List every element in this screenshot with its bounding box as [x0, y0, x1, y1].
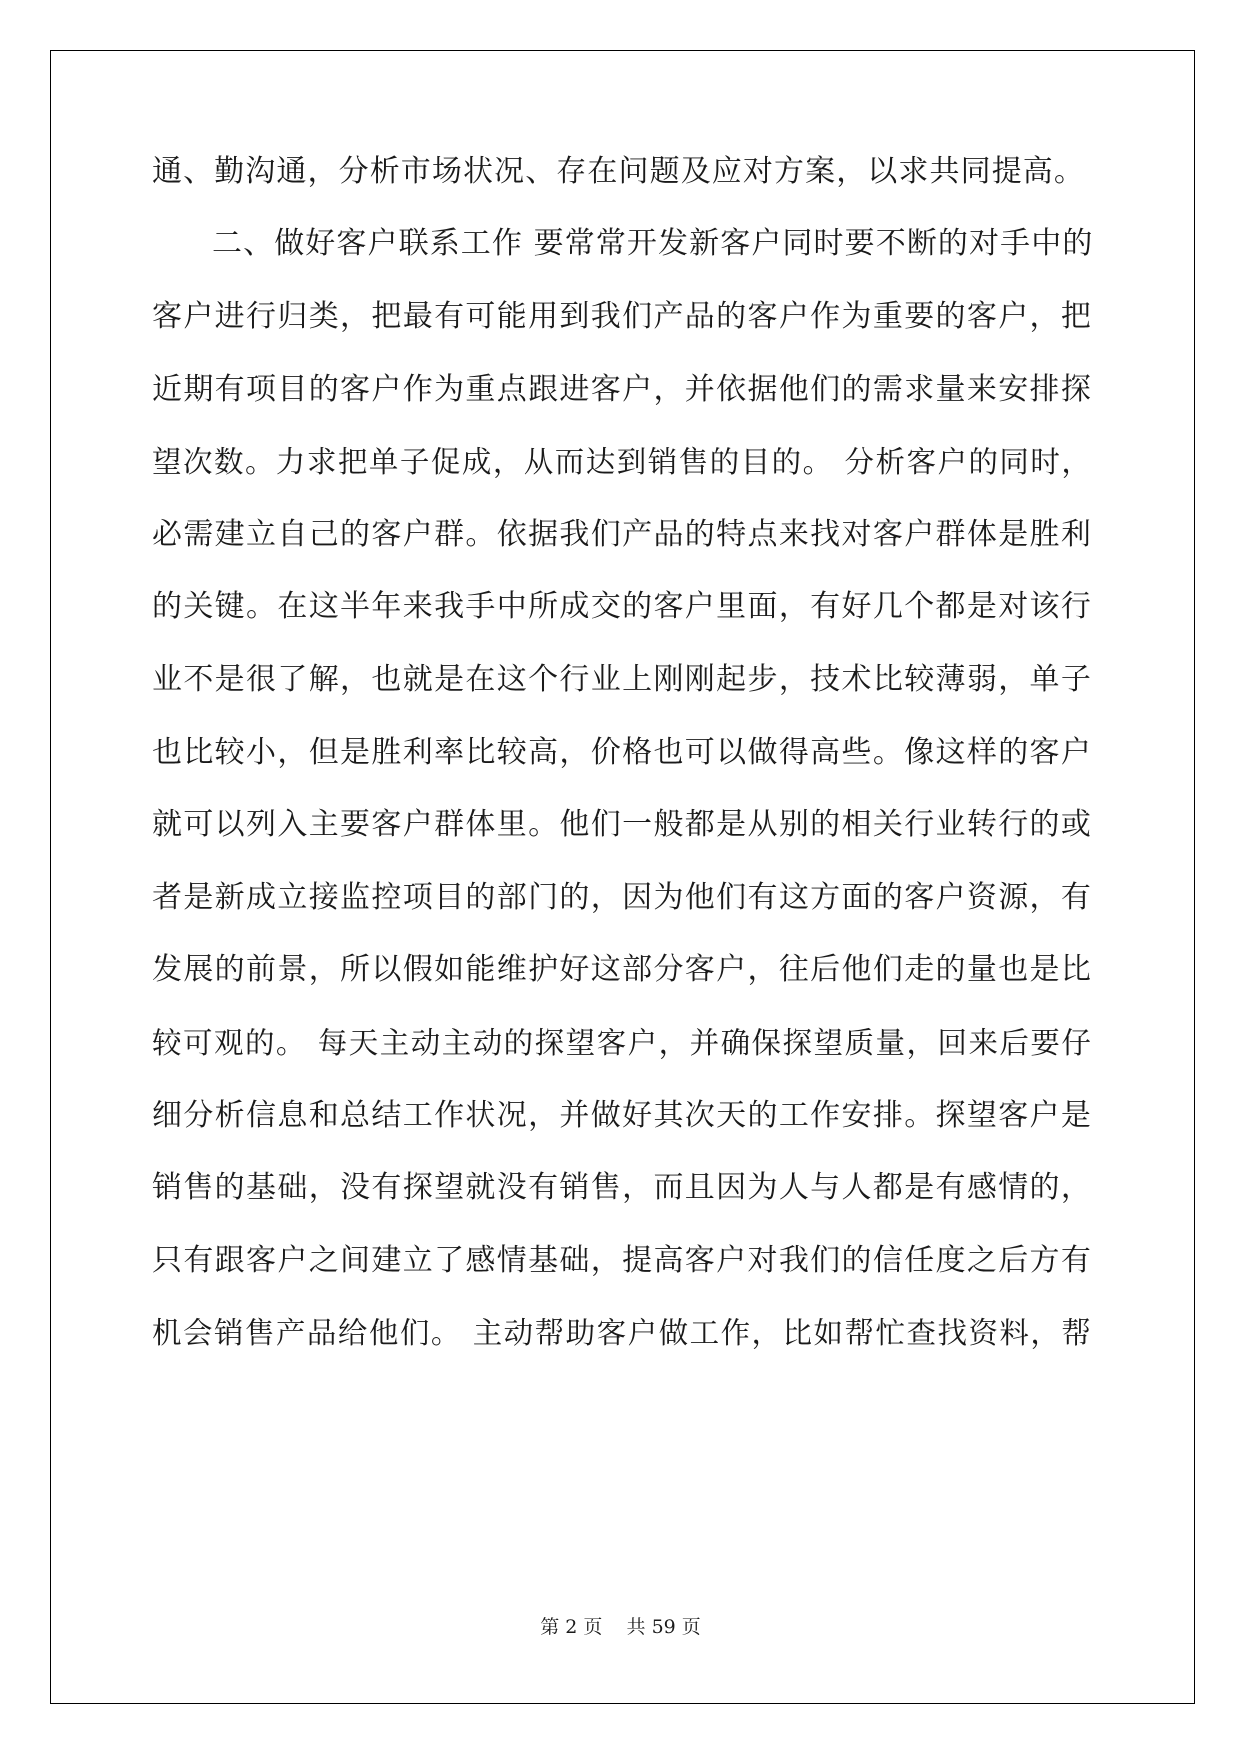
- text-line-1: 通、勤沟通，分析市场状况、存在问题及应对方案，以求共同提高。: [152, 154, 1085, 189]
- text-line-17: 机会销售产品给他们。 主动帮助客户做工作，比如帮忙查找资料，帮: [152, 1316, 1092, 1350]
- text-line-12: 发展的前景，所以假如能维护好这部分客户，往后他们走的量也是比: [152, 952, 1092, 987]
- text-line-7: 的关键。在这半年来我手中所成交的客户里面，有好几个都是对该行: [152, 589, 1092, 624]
- text-line-2: 二、做好客户联系工作 要常常开发新客户同时要不断的对手中的: [212, 226, 1094, 261]
- text-line-13: 较可观的。 每天主动主动的探望客户，并确保探望质量，回来后要仔: [152, 1026, 1092, 1060]
- page-number: 第 2 页: [540, 1616, 603, 1638]
- text-line-6: 必需建立自己的客户群。依据我们产品的特点来找对客户群体是胜利: [152, 517, 1092, 552]
- total-pages: 共 59 页: [626, 1616, 701, 1638]
- text-line-3: 客户进行归类，把最有可能用到我们产品的客户作为重要的客户，把: [152, 299, 1092, 334]
- text-line-16: 只有跟客户之间建立了感情基础，提高客户对我们的信任度之后方有: [152, 1243, 1092, 1278]
- text-line-14: 细分析信息和总结工作状况，并做好其次天的工作安排。探望客户是: [152, 1098, 1092, 1133]
- text-line-5: 望次数。力求把单子促成，从而达到销售的目的。 分析客户的同时，: [152, 445, 1092, 479]
- text-line-10: 就可以列入主要客户群体里。他们一般都是从别的相关行业转行的或: [152, 807, 1092, 842]
- text-line-11: 者是新成立接监控项目的部门的，因为他们有这方面的客户资源，有: [152, 880, 1092, 915]
- text-line-9: 也比较小，但是胜利率比较高，价格也可以做得高些。像这样的客户: [152, 735, 1092, 770]
- page-footer: [0, 1614, 1241, 1640]
- text-line-8: 业不是很了解，也就是在这个行业上刚刚起步，技术比较薄弱，单子: [152, 662, 1092, 697]
- text-line-15: 销售的基础，没有探望就没有销售，而且因为人与人都是有感情的，: [152, 1170, 1092, 1205]
- text-line-4: 近期有项目的客户作为重点跟进客户，并依据他们的需求量来安排探: [152, 372, 1092, 407]
